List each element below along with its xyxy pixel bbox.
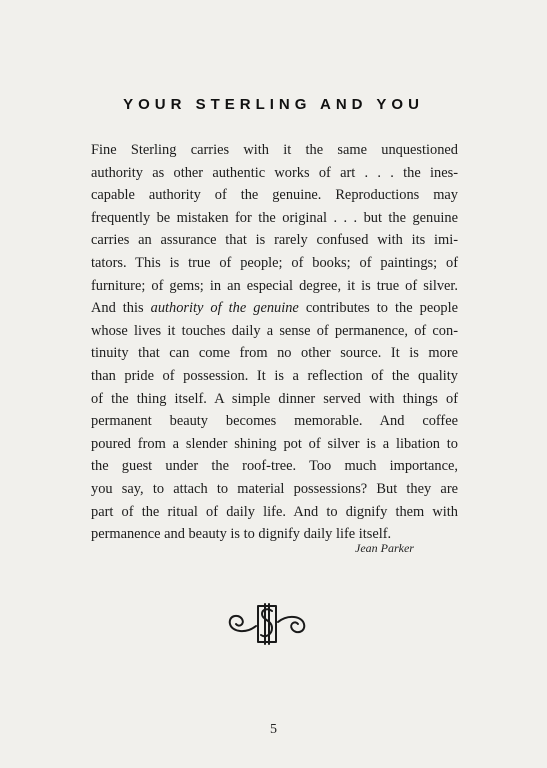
body-line: part of the ritual of daily life. And to dignify them with [91,503,458,520]
sterling-s-monogram-ornament-icon [222,600,312,648]
body-line: permanence and beauty is to dignify daily life itself. [91,526,392,543]
body-line: whose lives it touches daily a sense of permanence, of con- [91,322,458,339]
body-line: permanent beauty becomes memorable. And coffee [91,413,458,430]
body-line [91,297,458,320]
body-line: tinuity that can come from no other source. It is more [91,345,458,362]
body-line: than pride of possession. It is a reflection of the quality [91,367,458,384]
page-number: 5 [270,722,277,737]
signature: Jean Parker [355,541,414,555]
body-line: frequently be mistaken for the original . . . but the genuine [91,209,458,226]
body-line: tators. This is true of people; of books; of paintings; of [91,254,458,271]
body-line: poured from a slender shining pot of silver is a libation to [91,435,458,452]
body-text-segment: And this [91,300,151,317]
body-line: Fine Sterling carries with it the same unquestioned [91,142,458,158]
body-line: carries an assurance that is rarely confused with its imi- [91,232,458,249]
body-text-segment: contributes to the people [298,300,458,317]
page-title: YOUR STERLING AND YOU [123,96,424,113]
body-line: furniture; of gems; in an especial degree, it is true of silver. [91,277,458,294]
body-line: the guest under the roof-tree. Too much importance, [91,458,458,475]
body-line: you say, to attach to material possessions? But they are [91,480,458,497]
body-line: capable authority of the genuine. Reproductions may [91,187,458,204]
emphasis-text: authority of the genuine [150,300,299,317]
body-line: authority as other authentic works of art . . . the ines- [91,164,458,181]
body-text [91,139,458,546]
body-line: of the thing itself. A simple dinner served with things of [91,390,458,407]
